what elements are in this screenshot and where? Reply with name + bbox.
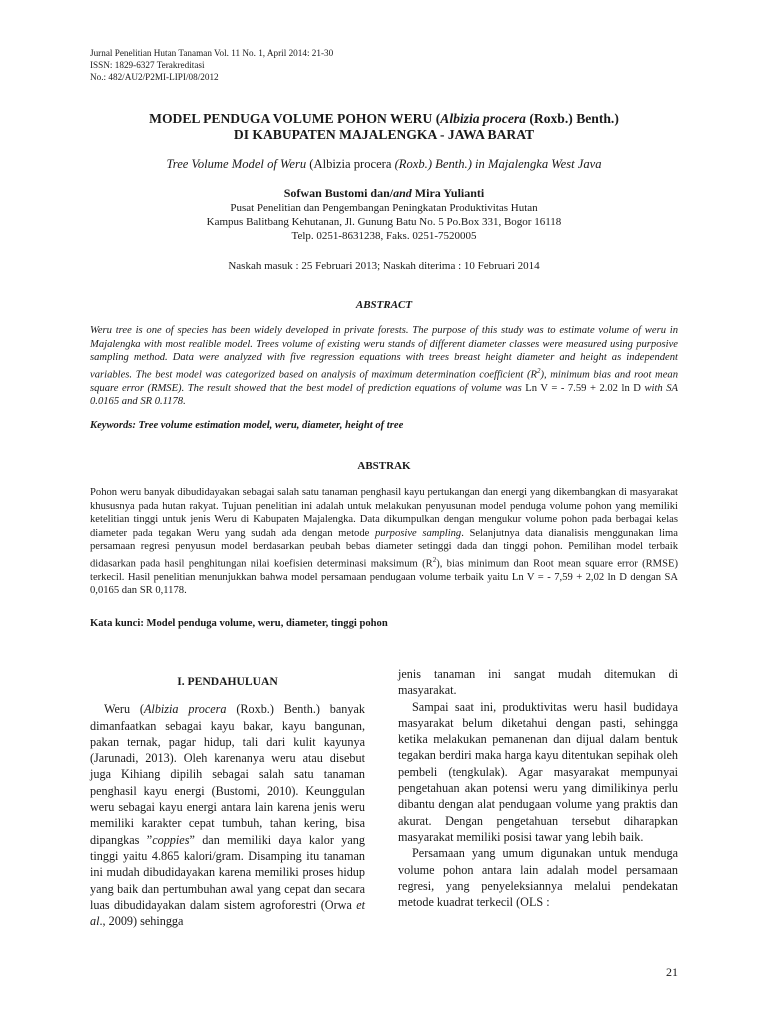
- species-name: Albizia procera: [440, 111, 526, 126]
- author-list: Sofwan Bustomi dan/and Mira Yulianti: [283, 186, 485, 200]
- affiliation-institution: Pusat Penelitian dan Pengembangan Peningkatan Produktivitas Hutan: [230, 202, 538, 214]
- intro-paragraph-3: Persamaan yang umum digunakan untuk menduga volume pohon antara lain adalah model persamaan regresi, yang penyeleksiannya melalui pendekatan metode kuadrat terkecil (OLS :: [398, 846, 678, 910]
- intro-paragraph-2: Sampai saat ini, produktivitas weru hasil budidaya masyarakat belum diketahui dengan pasti, sehingga ketika melakukan pemanenan dan dijual dalam bentuk tegakan berdiri maka harga kayu ditentukan sepihak oleh pembeli (tengkulak). Agar masyarakat mempunyai pengetahuan akan potensi weru yang dimilikinya perlu dibantu dengan alat pendugaan volume yang praktis dan akurat. Dengan pengetahuan tersebut diharapkan masyarakat memiliki posisi tawar yang lebih baik.: [398, 699, 678, 844]
- section-heading-introduction: I. PENDAHULUAN: [177, 675, 278, 688]
- abstract-indonesian: Pohon weru banyak dibudidayakan sebagai salah satu tanaman penghasil kayu pertukangan dan energi yang dikembangkan di masyarakat khususnya pada hutan rakyat. Tujuan penelitian ini adalah untuk melakukan penyusunan model penduga volume pohon yang memiliki ketelitian tinggi untuk jenis Weru di Kabupaten Majalengka. Data dikumpulkan dengan mengukur volume pohon pada berbagai kelas diameter pada tegakan Weru yang sudah ada dengan metode purposive sampling. Selanjutnya data dianalisis menggunakan lima persamaan regresi penyusun model berdasarkan peubah bebas diameter setinggi dada dan tinggi pohon. Pemilihan model terbaik didasarkan pada hasil penghitungan nilai koefisien determinasi maksimum $(R^2)$, bias minimum dan Root mean square error (RMSE) terkecil. Hasil penelitian menunjukkan bahwa model persamaan pendugaan volume terbaik yaitu Ln V = - 7,59 + 2,02 ln D dengan SA 0,0165 dan SR 0,1178.: [90, 487, 678, 597]
- keywords-indonesian: Kata kunci: Model penduga volume, weru, diameter, tinggi pohon: [90, 618, 388, 629]
- page-number: 21: [666, 965, 678, 979]
- body-column-right: [398, 666, 678, 910]
- journal-accreditation: No.: 482/AU2/P2MI-LIPI/08/2012: [90, 71, 219, 82]
- intro-paragraph-1: Weru (Albizia procera (Roxb.) Benth.) banyak dimanfaatkan sebagai kayu bakar, kayu bangunan, pakan ternak, pagar hidup, tali dari kulit kayunya (Jarunadi, 2013). Oleh karenanya weru atau disebut juga Kihiang dipilih sebagai salah satu tanaman penghasil kayu energi (Bustomi, 2010). Keunggulan weru sebagai kayu energi antara lain karena jenis weru memiliki karakter cepat tumbuh, tahan kering, bisa dipangkas ”coppies” dan memiliki daya kalor yang tinggi yaitu 4.865 kalori/gram. Disamping itu tanaman ini mudah dibudidayakan karena memiliki proses hidup yang baik dan pertumbuhan awal yang cepat dan secara luas dibudidayakan dalam sistem agroforestri (Orwa et al., 2009) sehingga: [90, 702, 365, 929]
- english-title: Tree Volume Model of Weru (Albizia procera (Roxb.) Benth.) in Majalengka West Java: [166, 157, 602, 171]
- best-model-equation: Ln V = - 7.59 + 2.02 ln D: [525, 382, 641, 394]
- paper-title-line2: DI KABUPATEN MAJALENGKA - JAWA BARAT: [233, 127, 535, 142]
- journal-header: [90, 48, 333, 83]
- abstract-english: Weru tree is one of species has been widely developed in private forests. The purpose of this study was to estimate volume of weru in Majalengka with most realible model. Trees volume of existing weru stands of different diameter classes were measured using purposive sampling method. Data were analyzed with five regression equations with trees breast height diameter and height as independent variables. The best model was categorized based on analysis of maximum determination coefficient $(R^2)$, minimum bias and root mean square error (RMSE). The result showed that the best model of prediction equations of volume was Ln V = - 7.59 + 2.02 ln D with SA 0.0165 and SR 0.1178.: [90, 325, 678, 408]
- submission-dates: Naskah masuk : 25 Februari 2013; Naskah diterima : 10 Februari 2014: [228, 260, 540, 272]
- intro-paragraph-1-continued: jenis tanaman ini sangat mudah ditemukan di masyarakat.: [398, 667, 678, 698]
- body-column-left: [90, 666, 365, 929]
- affiliation-address: Kampus Balitbang Kehutanan, Jl. Gunung Batu No. 5 Po.Box 331, Bogor 16118: [206, 216, 562, 228]
- paper-title-line1: MODEL PENDUGA VOLUME POHON WERU (Albizia procera (Roxb.) Benth.): [149, 111, 619, 126]
- keywords-english: Keywords: Tree volume estimation model, weru, diameter, height of tree: [90, 420, 404, 431]
- journal-citation: Jurnal Penelitian Hutan Tanaman Vol. 11 No. 1, April 2014: 21-30: [90, 48, 334, 58]
- affiliation-contact: Telp. 0251-8631238, Faks. 0251-7520005: [291, 230, 477, 242]
- journal-issn: ISSN: 1829-6327 Terakreditasi: [90, 59, 205, 70]
- abstrak-heading: ABSTRAK: [357, 460, 411, 472]
- abstract-heading: ABSTRACT: [355, 299, 413, 311]
